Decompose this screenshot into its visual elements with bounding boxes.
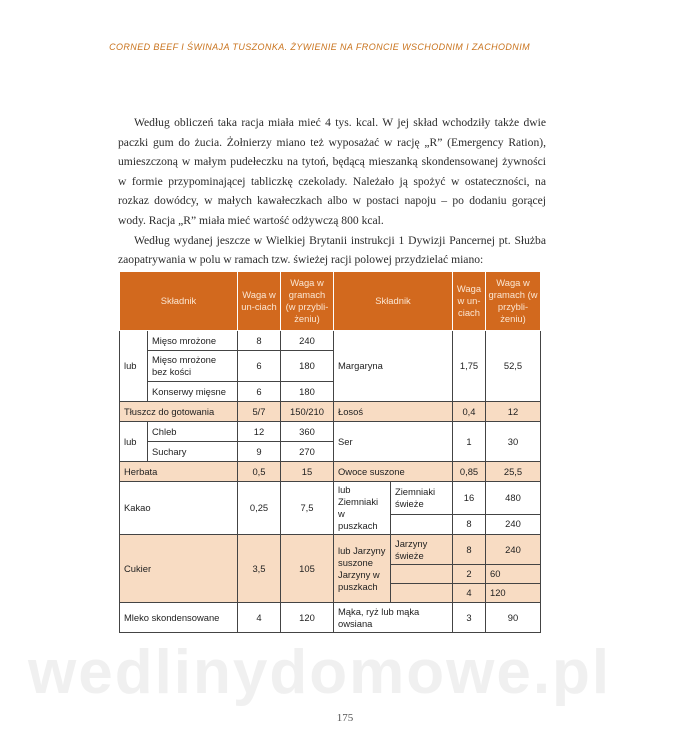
cell-oz: 1,75 (453, 331, 486, 402)
header-waga-units-left: Waga w un-ciach (238, 272, 281, 331)
cell-g: 12 (486, 402, 541, 422)
cell-g: 240 (486, 514, 541, 534)
cell-g: 52,5 (486, 331, 541, 402)
cell-oz: 12 (238, 422, 281, 442)
cell-oz: 0,5 (238, 462, 281, 482)
cell-name: Herbata (120, 462, 238, 482)
empty-cell (391, 584, 453, 603)
cell-name: Mleko skondensowane (120, 603, 238, 633)
cell-oz: 0,25 (238, 482, 281, 535)
ration-table (119, 271, 541, 633)
cell-g: 30 (486, 422, 541, 462)
header-skladnik-left: Składnik (120, 272, 238, 331)
cell-oz: 0,85 (453, 462, 486, 482)
paragraph-1: Według obliczeń taka racja miała mieć 4 tys. kcal. W jej skład wchodziły także dwie paczki gum do żucia. Żołnierzy miano też wyposażać w rację „R” (Emergency Ration), umieszczoną w małym pudełeczku na tytoń, będącą mieszanką skondensowanej żywności w formie przypominającej tabliczkę czekolady. Należało ją spożyć w ostateczności, na rozkaz dowódcy, w małych kawałeczkach albo w postaci napoju – po dodaniu gorącej wody. Racja „R” miała mieć wartość odżywczą 800 kcal. (118, 116, 546, 227)
empty-cell (391, 514, 453, 534)
cell-name: Mięso mrożone bez kości (148, 351, 238, 382)
header-waga-grams-left: Waga w gramach (w przybli-żeniu) (281, 272, 334, 331)
cell-g: 150/210 (281, 402, 334, 422)
ziemniaki-group-label: lub Ziemniaki w puszkach (334, 482, 391, 535)
table-row (120, 462, 541, 482)
table-row (120, 482, 541, 515)
cell-oz: 8 (453, 514, 486, 534)
lub-label: lub (120, 331, 148, 402)
cell-name: Łosoś (334, 402, 453, 422)
cell-name: Suchary (148, 442, 238, 462)
cell-g-value: 120 (490, 587, 506, 598)
cell-g-value: 60 (490, 568, 501, 579)
cell-oz: 8 (453, 535, 486, 565)
cell-g: 120 (281, 603, 334, 633)
cell-oz: 9 (238, 442, 281, 462)
cell-name: Mięso mrożone (148, 331, 238, 351)
cell-oz: 2 (453, 565, 486, 584)
cell-g: 480 (486, 482, 541, 515)
cell-g: 360 (281, 422, 334, 442)
cell-oz: 0,4 (453, 402, 486, 422)
header-waga-grams-right: Waga w gramach (w przybli-żeniu) (486, 272, 541, 331)
cell-name: Chleb (148, 422, 238, 442)
cell-g: 240 (281, 331, 334, 351)
lub-label: lub (120, 422, 148, 462)
cell-g (486, 584, 541, 603)
table-header-row (120, 272, 541, 331)
cell-g: 240 (486, 535, 541, 565)
table-row (120, 603, 541, 633)
cell-name: Ser (334, 422, 453, 462)
table-row (120, 422, 541, 442)
empty-cell (391, 565, 453, 584)
paragraph-2: Według wydanej jeszcze w Wielkiej Brytanii instrukcji 1 Dywizji Pancernej pt. Służba zaopatrywania w polu w ramach tzw. świeżej racji polowej przydzielać miano: (118, 233, 546, 267)
running-header: CORNED BEEF I ŚWINAJA TUSZONKA. ŻYWIENIE NA FRONCIE WSCHODNIM I ZACHODNIM (109, 42, 530, 52)
cell-g: 90 (486, 603, 541, 633)
cell-name: Konserwy mięsne (148, 382, 238, 402)
cell-oz: 8 (238, 331, 281, 351)
cell-g: 180 (281, 382, 334, 402)
cell-oz: 5/7 (238, 402, 281, 422)
cell-g: 270 (281, 442, 334, 462)
cell-name: Jarzyny świeże (391, 535, 453, 565)
page-number: 175 (336, 712, 354, 724)
cell-oz: 16 (453, 482, 486, 515)
cell-name: Margaryna (334, 331, 453, 402)
cell-oz: 6 (238, 382, 281, 402)
cell-oz: 4 (453, 584, 486, 603)
table-row (120, 331, 541, 351)
cell-name: Kakao (120, 482, 238, 535)
cell-name: Tłuszcz do gotowania (120, 402, 238, 422)
cell-name: Owoce suszone (334, 462, 453, 482)
jarzyny-group-label: lub Jarzyny suszone Jarzyny w puszkach (334, 535, 391, 603)
cell-oz: 3 (453, 603, 486, 633)
cell-g: 180 (281, 351, 334, 382)
cell-g: 105 (281, 535, 334, 603)
table-row (120, 402, 541, 422)
header-skladnik-right: Składnik (334, 272, 453, 331)
cell-oz: 4 (238, 603, 281, 633)
body-text (118, 113, 546, 270)
cell-g: 15 (281, 462, 334, 482)
table-row (120, 535, 541, 565)
cell-g: 7,5 (281, 482, 334, 535)
header-waga-units-right: Waga w un-ciach (453, 272, 486, 331)
cell-g: 25,5 (486, 462, 541, 482)
cell-name: Ziemniaki świeże (391, 482, 453, 515)
watermark: wedlinydomowe.pl (28, 638, 612, 707)
cell-oz: 3,5 (238, 535, 281, 603)
cell-oz: 1 (453, 422, 486, 462)
cell-g (486, 565, 541, 584)
cell-oz: 6 (238, 351, 281, 382)
cell-name: Mąka, ryż lub mąka owsiana (334, 603, 453, 633)
cell-name: Cukier (120, 535, 238, 603)
